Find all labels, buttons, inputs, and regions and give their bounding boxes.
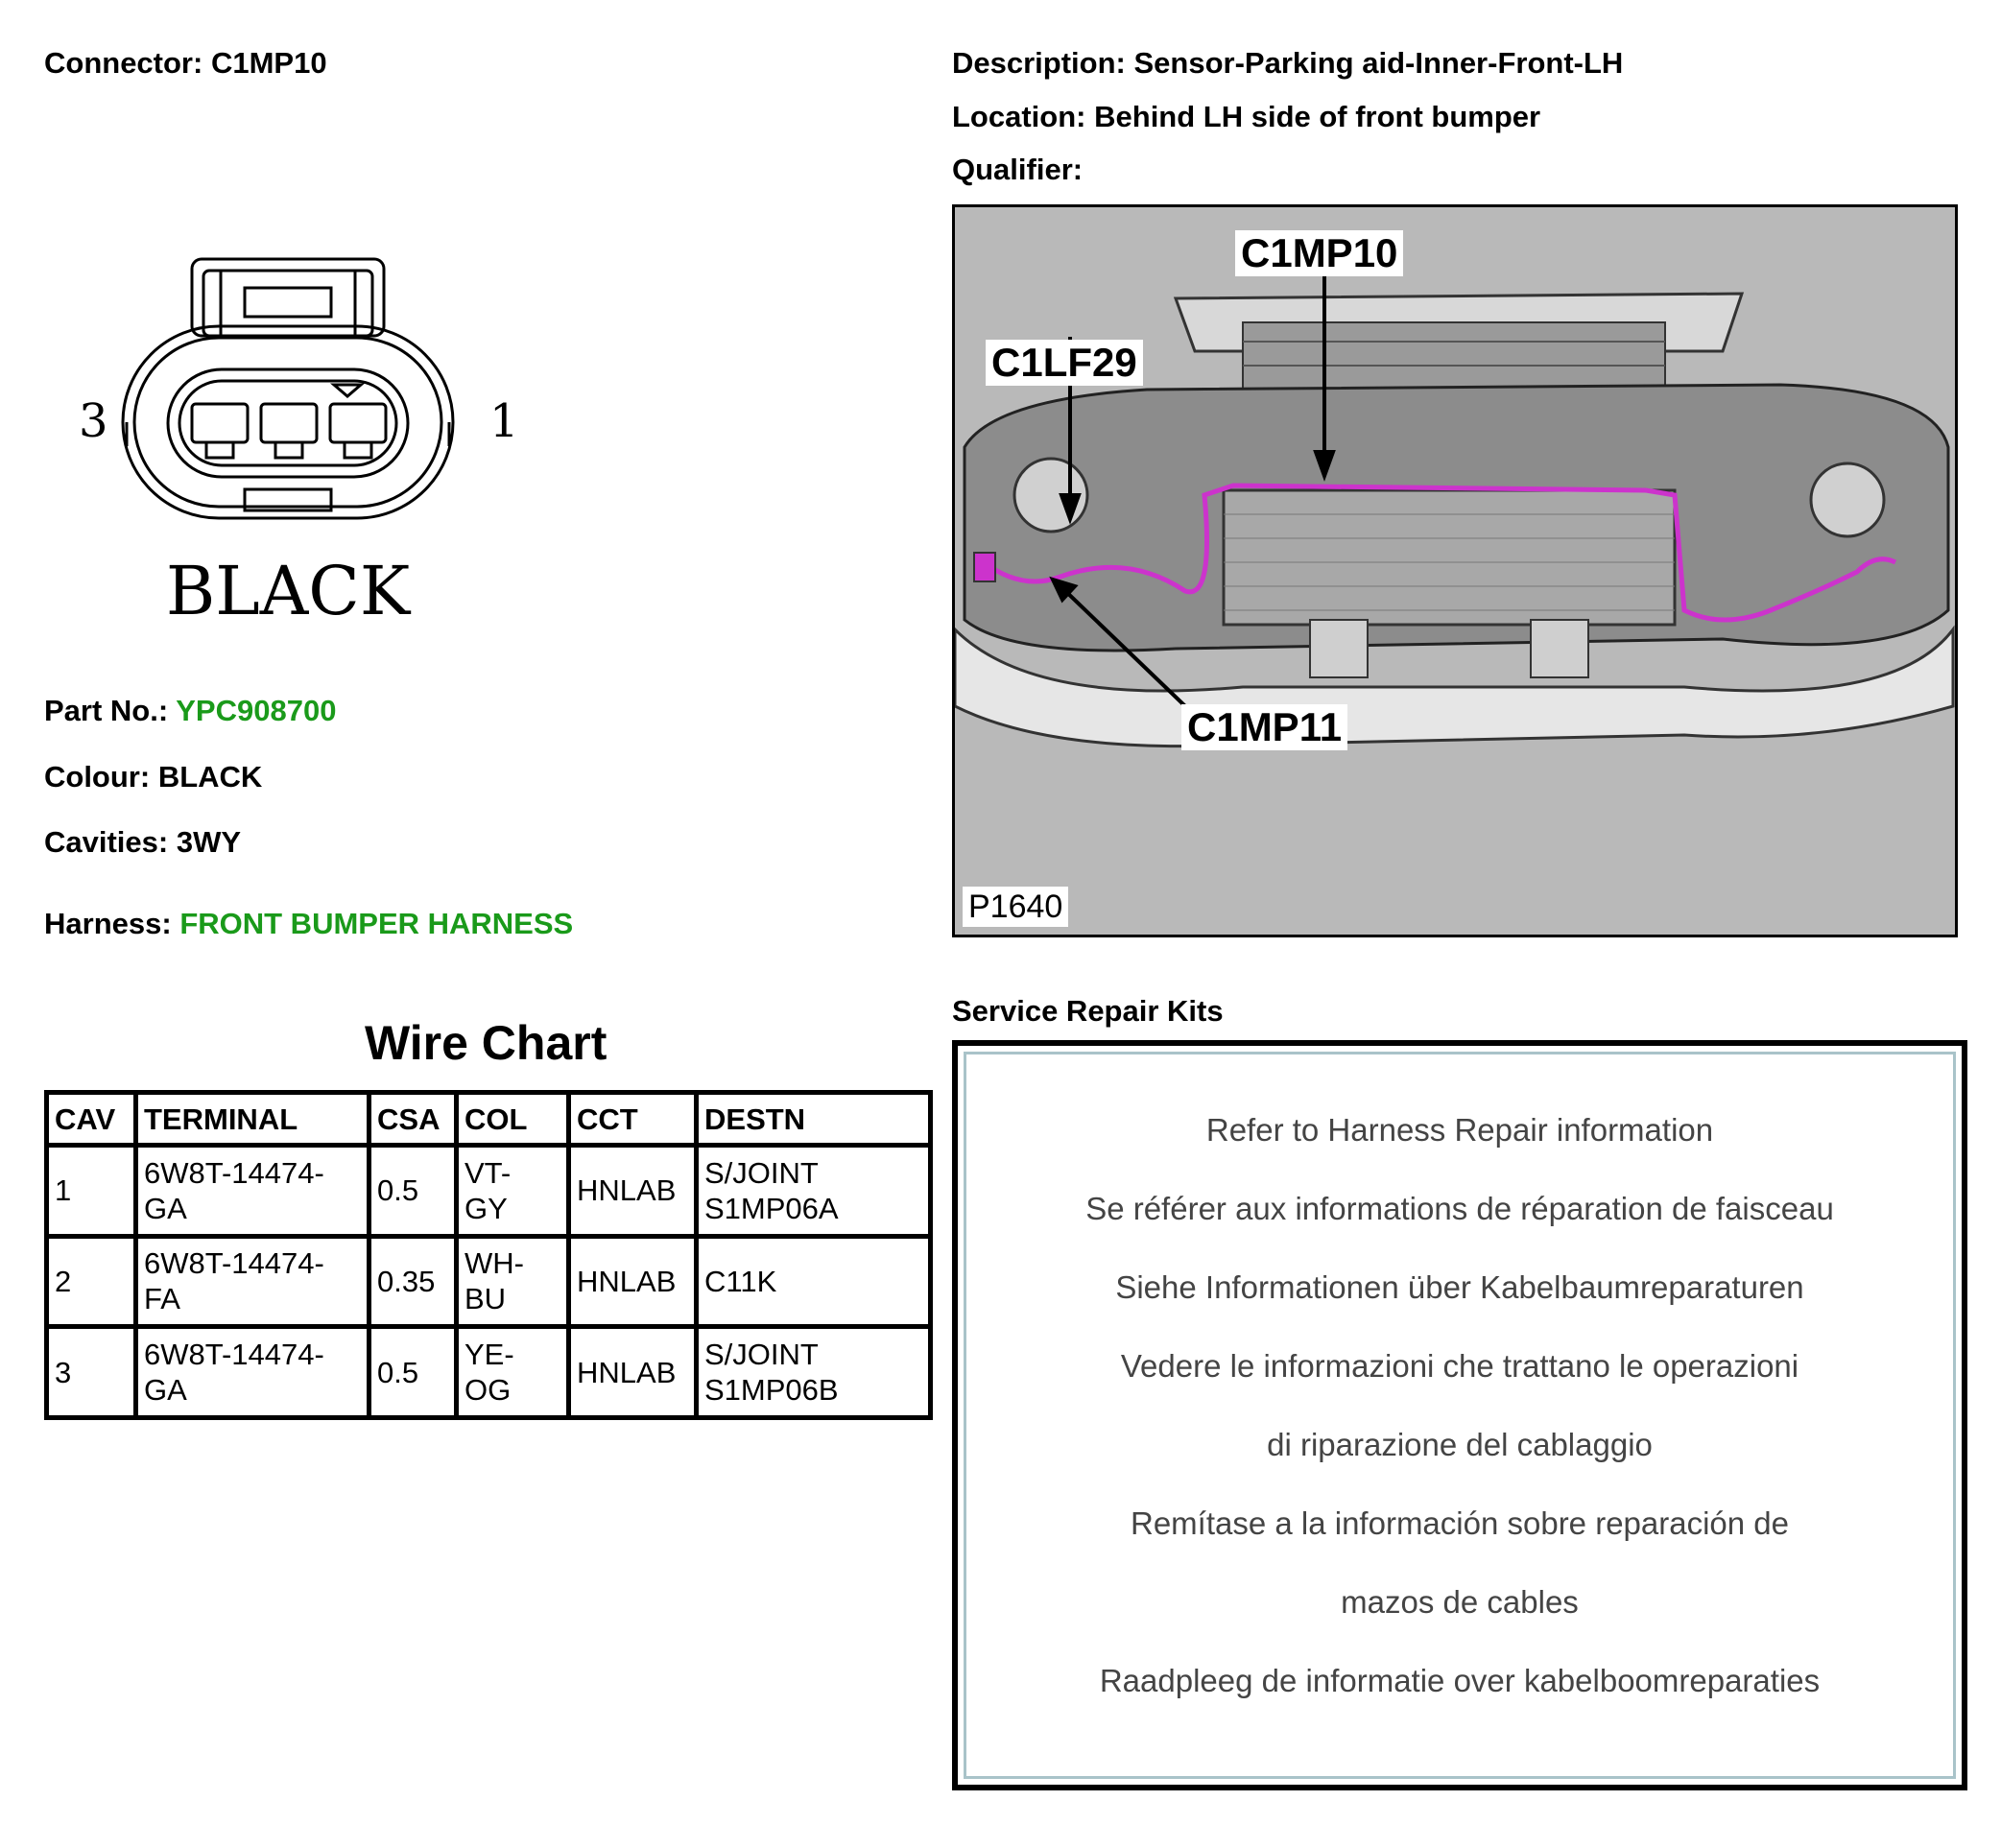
header-destn: DESTN xyxy=(697,1093,931,1146)
callout-c1lf29: C1LF29 xyxy=(986,340,1143,386)
table-row xyxy=(47,1146,931,1237)
part-no-value: YPC908700 xyxy=(176,694,337,727)
srk-line-es-1: Remítase a la información sobre reparación de xyxy=(1130,1505,1790,1541)
connector-colour-caption: BLACK xyxy=(165,552,411,628)
callout-c1mp11: C1MP11 xyxy=(1181,704,1347,750)
cell-csa: 0.5 xyxy=(369,1327,457,1418)
part-no-label: Part No.: YPC908700 xyxy=(44,694,337,727)
pin-3-label: 3 xyxy=(79,394,108,448)
cell-col: VT- GY xyxy=(457,1146,569,1237)
cell-destn: S/JOINT S1MP06B xyxy=(697,1327,931,1418)
qualifier-label: Qualifier: xyxy=(952,153,1084,186)
colour-label: Colour: BLACK xyxy=(44,760,263,794)
table-row xyxy=(47,1327,931,1418)
header-cav: CAV xyxy=(47,1093,136,1146)
callout-c1mp10: C1MP10 xyxy=(1235,230,1403,276)
cavities-value: 3WY xyxy=(176,825,242,859)
location-label: Location: Behind LH side of front bumper xyxy=(952,100,1541,133)
srk-line-nl: Raadpleeg de informatie over kabelboomreparaties xyxy=(1099,1663,1821,1698)
header-col: COL xyxy=(457,1093,569,1146)
location-value: Behind LH side of front bumper xyxy=(1094,100,1541,133)
srk-line-de: Siehe Informationen über Kabelbaumreparaturen xyxy=(1115,1269,1804,1305)
srk-line-es-2: mazos de cables xyxy=(1341,1584,1579,1620)
location-image xyxy=(952,204,1958,937)
connector-face-diagram xyxy=(58,245,537,628)
cell-col: WH- BU xyxy=(457,1236,569,1327)
description-value: Sensor-Parking aid-Inner-Front-LH xyxy=(1133,46,1624,80)
figure-number: P1640 xyxy=(963,887,1068,927)
header-cct: CCT xyxy=(569,1093,697,1146)
harness-value: FRONT BUMPER HARNESS xyxy=(179,907,574,940)
srk-line-en: Refer to Harness Repair information xyxy=(1205,1112,1714,1148)
cell-terminal: 6W8T-14474- GA xyxy=(136,1146,369,1237)
cell-terminal: 6W8T-14474- FA xyxy=(136,1236,369,1327)
colour-value: BLACK xyxy=(157,760,263,794)
table-row xyxy=(47,1236,931,1327)
cell-cct: HNLAB xyxy=(569,1146,697,1237)
cell-cav: 2 xyxy=(47,1236,136,1327)
srk-line-it-1: Vedere le informazioni che trattano le operazioni xyxy=(1120,1348,1799,1384)
cell-csa: 0.5 xyxy=(369,1146,457,1237)
service-repair-kits-box xyxy=(952,1040,1967,1790)
service-repair-kits-title: Service Repair Kits xyxy=(952,994,1224,1028)
header-terminal: TERMINAL xyxy=(136,1093,369,1146)
srk-line-fr: Se référer aux informations de réparation de faisceau xyxy=(1085,1191,1834,1226)
header-csa: CSA xyxy=(369,1093,457,1146)
cell-cav: 1 xyxy=(47,1146,136,1237)
description-label: Description: Sensor-Parking aid-Inner-Front-LH xyxy=(952,46,1624,80)
connector-label: Connector: C1MP10 xyxy=(44,46,327,80)
pin-1-label: 1 xyxy=(489,394,519,448)
harness-label: Harness: FRONT BUMPER HARNESS xyxy=(44,907,574,940)
cell-cct: HNLAB xyxy=(569,1327,697,1418)
table-header-row xyxy=(47,1093,931,1146)
front-bumper-illustration xyxy=(955,207,1955,935)
cavities-label: Cavities: 3WY xyxy=(44,825,242,859)
cell-destn: S/JOINT S1MP06A xyxy=(697,1146,931,1237)
cell-col: YE- OG xyxy=(457,1327,569,1418)
cell-csa: 0.35 xyxy=(369,1236,457,1327)
connector-value: C1MP10 xyxy=(210,46,327,80)
cell-cav: 3 xyxy=(47,1327,136,1418)
cell-destn: C11K xyxy=(697,1236,931,1327)
cell-cct: HNLAB xyxy=(569,1236,697,1327)
service-repair-kits-inner xyxy=(964,1052,1956,1779)
srk-line-it-2: di riparazione del cablaggio xyxy=(1267,1427,1653,1462)
wire-chart-table xyxy=(44,1090,933,1420)
cell-terminal: 6W8T-14474- GA xyxy=(136,1327,369,1418)
wire-chart-title: Wire Chart xyxy=(365,1016,607,1070)
